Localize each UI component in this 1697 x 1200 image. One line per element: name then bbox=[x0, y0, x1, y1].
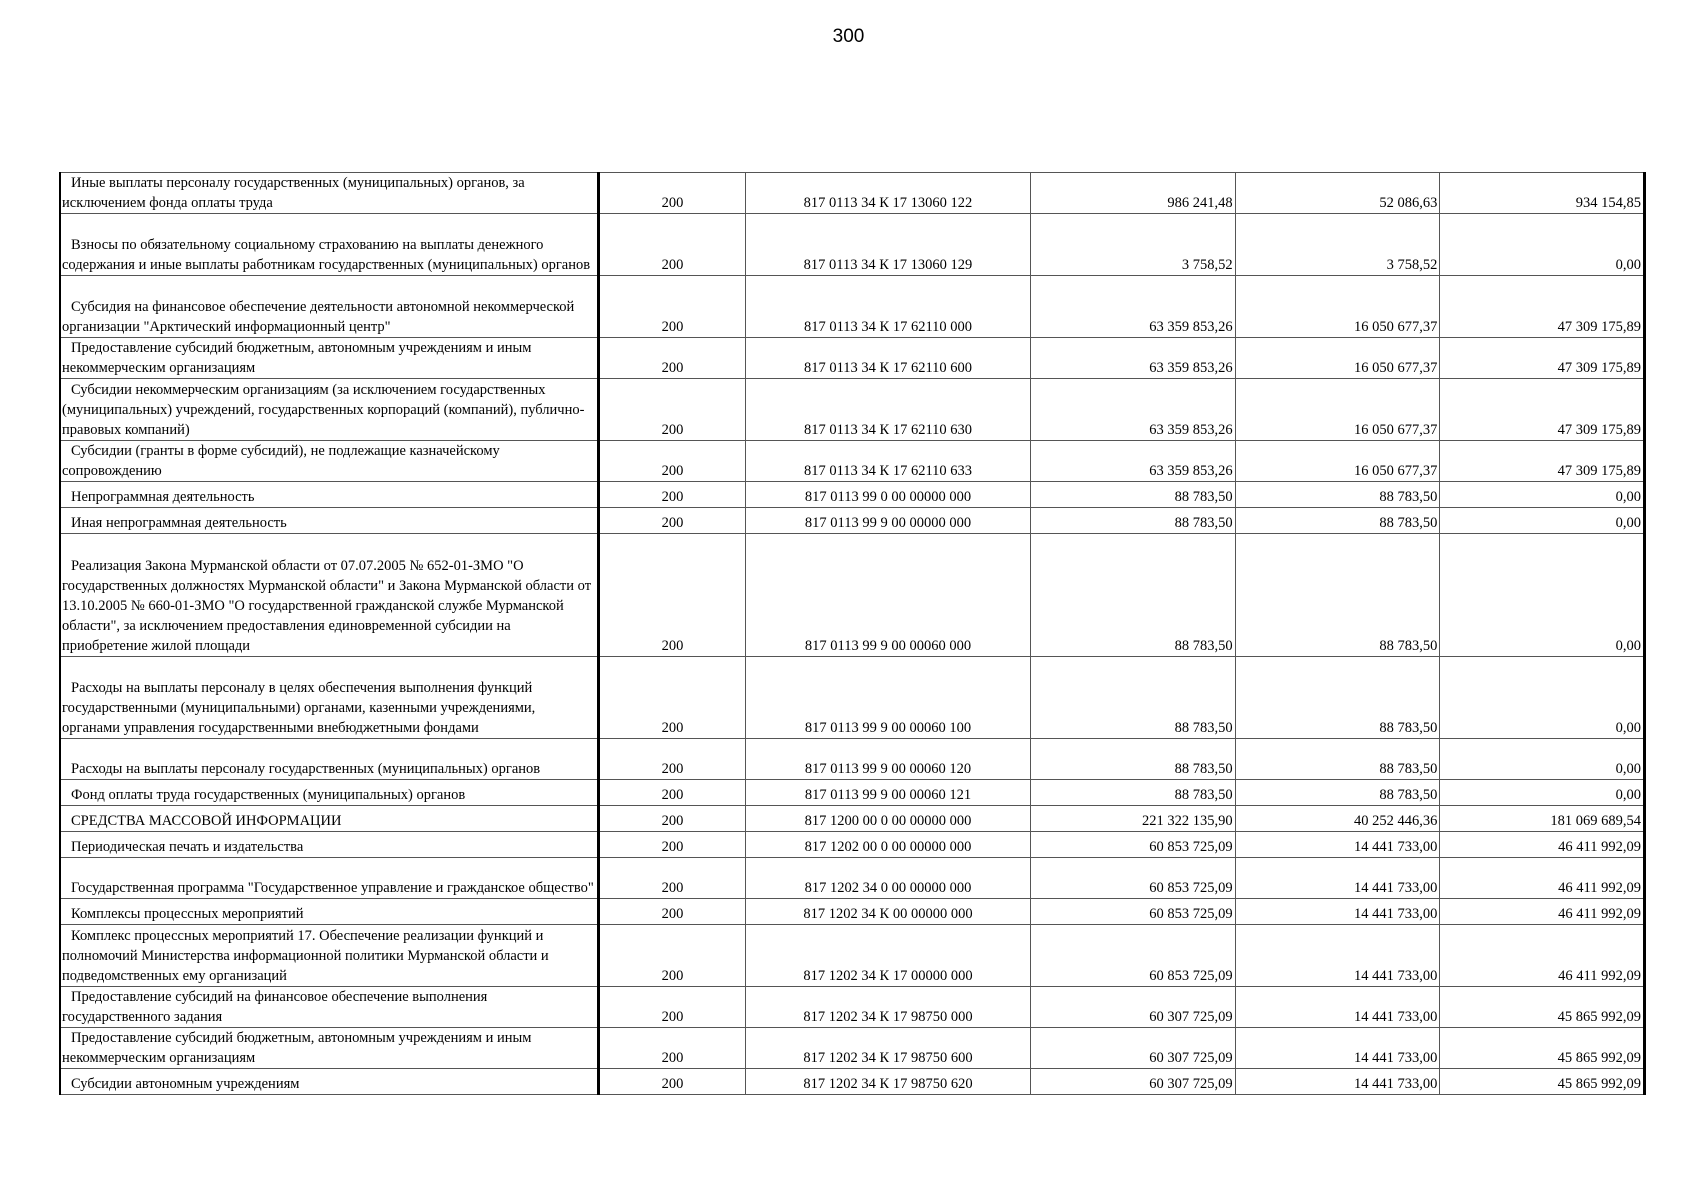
row-budget-code-cell: 817 0113 99 9 00 00060 100 bbox=[746, 657, 1031, 739]
row-name-cell bbox=[60, 173, 599, 214]
row-budget-code-cell: 817 0113 34 К 17 13060 122 bbox=[746, 173, 1031, 214]
table-row bbox=[60, 780, 1645, 806]
table-row bbox=[60, 806, 1645, 832]
row-line-code-cell: 200 bbox=[599, 173, 746, 214]
row-approved-cell: 60 307 725,09 bbox=[1031, 987, 1236, 1028]
row-executed-cell: 14 441 733,00 bbox=[1235, 925, 1440, 987]
row-name-text: Предоставление субсидий на финансовое обеспечение выполнения государственного задания bbox=[62, 989, 488, 1025]
row-approved-cell: 60 307 725,09 bbox=[1031, 1069, 1236, 1095]
row-line-code-cell: 200 bbox=[599, 657, 746, 739]
row-approved-cell: 3 758,52 bbox=[1031, 214, 1236, 276]
row-name-text: Предоставление субсидий бюджетным, автономным учреждениям и иным некоммерческим организациям bbox=[62, 340, 532, 376]
row-unexecuted-cell: 0,00 bbox=[1440, 508, 1645, 534]
row-budget-code-cell: 817 1200 00 0 00 00000 000 bbox=[746, 806, 1031, 832]
row-executed-cell: 16 050 677,37 bbox=[1235, 441, 1440, 482]
row-name-text: Комплекс процессных мероприятий 17. Обеспечение реализации функций и полномочий Министерства информационной политики Мурманской области и подведомственных ему организаций bbox=[62, 928, 549, 984]
row-name-cell bbox=[60, 987, 599, 1028]
row-approved-cell: 60 853 725,09 bbox=[1031, 832, 1236, 858]
row-unexecuted-cell: 46 411 992,09 bbox=[1440, 925, 1645, 987]
row-name-cell bbox=[60, 832, 599, 858]
row-line-code-cell: 200 bbox=[599, 276, 746, 338]
row-budget-code-cell: 817 1202 34 К 17 98750 600 bbox=[746, 1028, 1031, 1069]
table-row bbox=[60, 214, 1645, 276]
row-approved-cell: 63 359 853,26 bbox=[1031, 441, 1236, 482]
row-executed-cell: 88 783,50 bbox=[1235, 534, 1440, 657]
row-executed-cell: 88 783,50 bbox=[1235, 482, 1440, 508]
row-line-code-cell: 200 bbox=[599, 832, 746, 858]
table-row bbox=[60, 379, 1645, 441]
row-budget-code-cell: 817 0113 34 К 17 62110 633 bbox=[746, 441, 1031, 482]
row-line-code-cell: 200 bbox=[599, 899, 746, 925]
row-name-text: Иная непрограммная деятельность bbox=[71, 515, 287, 531]
row-name-cell bbox=[60, 214, 599, 276]
row-unexecuted-cell: 46 411 992,09 bbox=[1440, 858, 1645, 899]
row-approved-cell: 88 783,50 bbox=[1031, 534, 1236, 657]
row-name-text: Субсидии автономным учреждениям bbox=[71, 1076, 300, 1092]
row-name-cell bbox=[60, 441, 599, 482]
row-line-code-cell: 200 bbox=[599, 806, 746, 832]
row-name-text: Государственная программа "Государственное управление и гражданское общество" bbox=[71, 880, 594, 896]
row-unexecuted-cell: 0,00 bbox=[1440, 214, 1645, 276]
row-name-cell bbox=[60, 899, 599, 925]
row-line-code-cell: 200 bbox=[599, 739, 746, 780]
row-approved-cell: 60 853 725,09 bbox=[1031, 925, 1236, 987]
row-unexecuted-cell: 181 069 689,54 bbox=[1440, 806, 1645, 832]
row-budget-code-cell: 817 0113 34 К 17 62110 600 bbox=[746, 338, 1031, 379]
row-executed-cell: 3 758,52 bbox=[1235, 214, 1440, 276]
row-executed-cell: 16 050 677,37 bbox=[1235, 338, 1440, 379]
row-budget-code-cell: 817 1202 34 К 17 98750 000 bbox=[746, 987, 1031, 1028]
row-line-code-cell: 200 bbox=[599, 441, 746, 482]
row-line-code-cell: 200 bbox=[599, 338, 746, 379]
row-name-cell bbox=[60, 379, 599, 441]
row-unexecuted-cell: 47 309 175,89 bbox=[1440, 276, 1645, 338]
table-row bbox=[60, 925, 1645, 987]
row-line-code-cell: 200 bbox=[599, 858, 746, 899]
row-name-text: Расходы на выплаты персоналу государственных (муниципальных) органов bbox=[71, 761, 541, 777]
row-budget-code-cell: 817 0113 99 9 00 00060 121 bbox=[746, 780, 1031, 806]
row-approved-cell: 60 853 725,09 bbox=[1031, 858, 1236, 899]
row-executed-cell: 88 783,50 bbox=[1235, 508, 1440, 534]
row-approved-cell: 60 853 725,09 bbox=[1031, 899, 1236, 925]
row-name-cell bbox=[60, 925, 599, 987]
row-executed-cell: 88 783,50 bbox=[1235, 739, 1440, 780]
table-row bbox=[60, 441, 1645, 482]
row-unexecuted-cell: 0,00 bbox=[1440, 534, 1645, 657]
row-line-code-cell: 200 bbox=[599, 379, 746, 441]
row-name-text: Периодическая печать и издательства bbox=[71, 839, 304, 855]
row-name-cell bbox=[60, 1069, 599, 1095]
row-name-cell bbox=[60, 657, 599, 739]
table-row bbox=[60, 534, 1645, 657]
row-executed-cell: 88 783,50 bbox=[1235, 657, 1440, 739]
row-approved-cell: 60 307 725,09 bbox=[1031, 1028, 1236, 1069]
row-approved-cell: 63 359 853,26 bbox=[1031, 379, 1236, 441]
row-name-cell bbox=[60, 482, 599, 508]
row-unexecuted-cell: 0,00 bbox=[1440, 482, 1645, 508]
table-row bbox=[60, 1028, 1645, 1069]
row-executed-cell: 88 783,50 bbox=[1235, 780, 1440, 806]
row-executed-cell: 52 086,63 bbox=[1235, 173, 1440, 214]
row-line-code-cell: 200 bbox=[599, 1069, 746, 1095]
row-name-text: Реализация Закона Мурманской области от 07.07.2005 № 652-01-ЗМО "О государственных должностях Мурманской области" и Закона Мурманской области от 13.10.2005 № 660-01-ЗМО "О государственной гражданской службе Мурманской области", за исключением предоставления единовременной субсидии на приобретение жилой площади bbox=[62, 558, 592, 654]
row-executed-cell: 14 441 733,00 bbox=[1235, 987, 1440, 1028]
row-name-cell bbox=[60, 858, 599, 899]
row-unexecuted-cell: 0,00 bbox=[1440, 739, 1645, 780]
row-approved-cell: 63 359 853,26 bbox=[1031, 276, 1236, 338]
row-unexecuted-cell: 45 865 992,09 bbox=[1440, 1069, 1645, 1095]
row-executed-cell: 14 441 733,00 bbox=[1235, 858, 1440, 899]
row-name-cell bbox=[60, 780, 599, 806]
row-unexecuted-cell: 934 154,85 bbox=[1440, 173, 1645, 214]
row-budget-code-cell: 817 0113 34 К 17 13060 129 bbox=[746, 214, 1031, 276]
row-executed-cell: 40 252 446,36 bbox=[1235, 806, 1440, 832]
row-line-code-cell: 200 bbox=[599, 534, 746, 657]
row-executed-cell: 14 441 733,00 bbox=[1235, 899, 1440, 925]
table-row bbox=[60, 899, 1645, 925]
table-row bbox=[60, 858, 1645, 899]
table-row bbox=[60, 338, 1645, 379]
table-row bbox=[60, 987, 1645, 1028]
row-unexecuted-cell: 0,00 bbox=[1440, 780, 1645, 806]
row-budget-code-cell: 817 1202 34 К 17 00000 000 bbox=[746, 925, 1031, 987]
row-name-text: Субсидии (гранты в форме субсидий), не подлежащие казначейскому сопровождению bbox=[62, 443, 500, 479]
row-name-text: Взносы по обязательному социальному страхованию на выплаты денежного содержания и иные выплаты работникам государственных (муниципальных) органов bbox=[62, 237, 591, 273]
row-budget-code-cell: 817 0113 34 К 17 62110 000 bbox=[746, 276, 1031, 338]
row-unexecuted-cell: 46 411 992,09 bbox=[1440, 832, 1645, 858]
row-approved-cell: 986 241,48 bbox=[1031, 173, 1236, 214]
table-row bbox=[60, 832, 1645, 858]
row-name-cell bbox=[60, 806, 599, 832]
row-budget-code-cell: 817 1202 34 К 00 00000 000 bbox=[746, 899, 1031, 925]
row-budget-code-cell: 817 0113 99 9 00 00060 000 bbox=[746, 534, 1031, 657]
row-executed-cell: 14 441 733,00 bbox=[1235, 1069, 1440, 1095]
row-approved-cell: 88 783,50 bbox=[1031, 657, 1236, 739]
table-row bbox=[60, 657, 1645, 739]
table-row bbox=[60, 739, 1645, 780]
row-approved-cell: 88 783,50 bbox=[1031, 482, 1236, 508]
row-budget-code-cell: 817 0113 99 9 00 00000 000 bbox=[746, 508, 1031, 534]
row-name-cell bbox=[60, 276, 599, 338]
row-line-code-cell: 200 bbox=[599, 482, 746, 508]
row-line-code-cell: 200 bbox=[599, 1028, 746, 1069]
row-unexecuted-cell: 45 865 992,09 bbox=[1440, 987, 1645, 1028]
row-unexecuted-cell: 47 309 175,89 bbox=[1440, 379, 1645, 441]
row-budget-code-cell: 817 1202 00 0 00 00000 000 bbox=[746, 832, 1031, 858]
row-executed-cell: 16 050 677,37 bbox=[1235, 379, 1440, 441]
row-name-text: Расходы на выплаты персоналу в целях обеспечения выполнения функций государственными (муниципальными) органами, казенными учреждениями, органами управления государственными внебюджетными фондами bbox=[62, 680, 536, 736]
row-unexecuted-cell: 47 309 175,89 bbox=[1440, 338, 1645, 379]
row-budget-code-cell: 817 0113 34 К 17 62110 630 bbox=[746, 379, 1031, 441]
row-name-cell bbox=[60, 1028, 599, 1069]
row-name-cell bbox=[60, 338, 599, 379]
table-row bbox=[60, 276, 1645, 338]
row-budget-code-cell: 817 1202 34 К 17 98750 620 bbox=[746, 1069, 1031, 1095]
row-name-text: Комплексы процессных мероприятий bbox=[71, 906, 304, 922]
row-approved-cell: 88 783,50 bbox=[1031, 508, 1236, 534]
row-budget-code-cell: 817 0113 99 9 00 00060 120 bbox=[746, 739, 1031, 780]
row-line-code-cell: 200 bbox=[599, 925, 746, 987]
table-row bbox=[60, 482, 1645, 508]
row-unexecuted-cell: 47 309 175,89 bbox=[1440, 441, 1645, 482]
table-row bbox=[60, 508, 1645, 534]
row-approved-cell: 88 783,50 bbox=[1031, 739, 1236, 780]
page-number: 300 bbox=[832, 26, 865, 47]
row-approved-cell: 63 359 853,26 bbox=[1031, 338, 1236, 379]
row-name-text: Предоставление субсидий бюджетным, автономным учреждениям и иным некоммерческим организациям bbox=[62, 1030, 532, 1066]
row-line-code-cell: 200 bbox=[599, 508, 746, 534]
row-name-text: Фонд оплаты труда государственных (муниципальных) органов bbox=[71, 787, 466, 803]
row-executed-cell: 16 050 677,37 bbox=[1235, 276, 1440, 338]
expenditure-table bbox=[59, 172, 1646, 1095]
row-executed-cell: 14 441 733,00 bbox=[1235, 1028, 1440, 1069]
row-name-text: Субсидия на финансовое обеспечение деятельности автономной некоммерческой организации "Арктический информационный центр" bbox=[62, 299, 575, 335]
row-name-text: Иные выплаты персоналу государственных (муниципальных) органов, за исключением фонда оплаты труда bbox=[62, 175, 525, 211]
row-line-code-cell: 200 bbox=[599, 780, 746, 806]
row-name-text: Субсидии некоммерческим организациям (за исключением государственных (муниципальных) учреждений, государственных корпораций (компаний), публично-правовых компаний) bbox=[62, 382, 585, 438]
row-unexecuted-cell: 0,00 bbox=[1440, 657, 1645, 739]
row-name-cell bbox=[60, 534, 599, 657]
row-line-code-cell: 200 bbox=[599, 987, 746, 1028]
table-row bbox=[60, 1069, 1645, 1095]
row-name-cell bbox=[60, 508, 599, 534]
row-budget-code-cell: 817 1202 34 0 00 00000 000 bbox=[746, 858, 1031, 899]
row-executed-cell: 14 441 733,00 bbox=[1235, 832, 1440, 858]
row-unexecuted-cell: 46 411 992,09 bbox=[1440, 899, 1645, 925]
table-body bbox=[60, 173, 1645, 1095]
row-approved-cell: 221 322 135,90 bbox=[1031, 806, 1236, 832]
table-row bbox=[60, 173, 1645, 214]
row-unexecuted-cell: 45 865 992,09 bbox=[1440, 1028, 1645, 1069]
row-budget-code-cell: 817 0113 99 0 00 00000 000 bbox=[746, 482, 1031, 508]
row-name-text: Непрограммная деятельность bbox=[71, 489, 255, 505]
row-line-code-cell: 200 bbox=[599, 214, 746, 276]
row-approved-cell: 88 783,50 bbox=[1031, 780, 1236, 806]
row-name-cell bbox=[60, 739, 599, 780]
row-name-text: СРЕДСТВА МАССОВОЙ ИНФОРМАЦИИ bbox=[71, 813, 342, 829]
